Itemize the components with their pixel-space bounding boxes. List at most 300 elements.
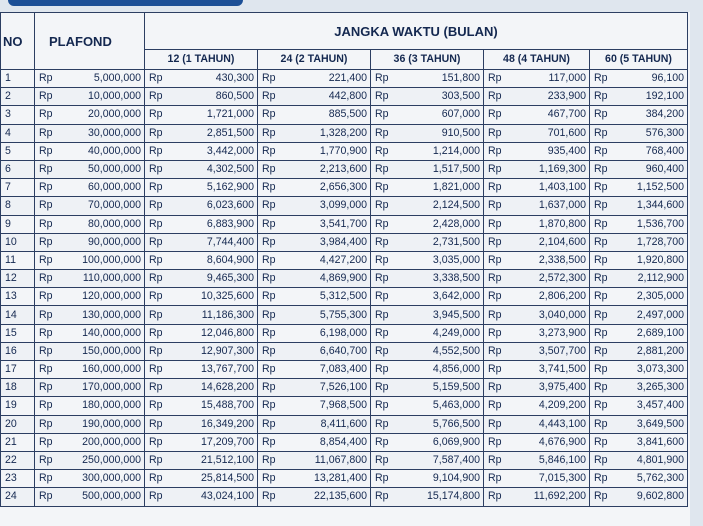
- cell-term-60: [590, 179, 688, 197]
- plafond-amount: 170,000,000: [82, 381, 141, 394]
- table-row: [1, 342, 688, 360]
- currency-label: Rp: [375, 399, 389, 412]
- currency-label: Rp: [262, 454, 276, 467]
- currency-label: Rp: [375, 253, 389, 266]
- installment-amount: 4,427,200: [319, 253, 367, 266]
- currency-label: Rp: [262, 290, 276, 303]
- table-row: [1, 197, 688, 215]
- installment-amount: 1,870,800: [538, 217, 586, 230]
- currency-label: Rp: [262, 253, 276, 266]
- currency-label: Rp: [594, 435, 608, 448]
- currency-label: Rp: [39, 490, 53, 503]
- installment-amount: 7,015,300: [538, 472, 586, 485]
- cell-term-48: [484, 397, 590, 415]
- header-banner-edge: [8, 0, 243, 6]
- currency-label: Rp: [149, 272, 163, 285]
- currency-label: Rp: [262, 199, 276, 212]
- installment-amount: 3,457,400: [636, 399, 684, 412]
- currency-label: Rp: [149, 126, 163, 139]
- currency-label: Rp: [375, 181, 389, 194]
- cell-plafond: [35, 397, 145, 415]
- cell-plafond: [35, 342, 145, 360]
- cell-term-48: [484, 215, 590, 233]
- cell-plafond: [35, 251, 145, 269]
- cell-term-60: [590, 197, 688, 215]
- cell-plafond: [35, 215, 145, 233]
- installment-amount: 5,463,000: [432, 399, 480, 412]
- currency-label: Rp: [39, 108, 53, 121]
- cell-plafond: [35, 270, 145, 288]
- cell-plafond: [35, 361, 145, 379]
- installment-amount: 4,443,100: [538, 417, 586, 430]
- installment-amount: 3,442,000: [206, 144, 254, 157]
- plafond-amount: 10,000,000: [87, 90, 141, 103]
- plafond-amount: 110,000,000: [82, 272, 141, 285]
- table-row: [1, 488, 688, 506]
- currency-label: Rp: [149, 72, 163, 85]
- installment-amount: 7,744,400: [206, 235, 254, 248]
- column-header-term-36: 36 (3 TAHUN): [371, 50, 484, 70]
- currency-label: Rp: [375, 454, 389, 467]
- cell-plafond: [35, 179, 145, 197]
- currency-label: Rp: [594, 417, 608, 430]
- table-row: [1, 70, 688, 88]
- currency-label: Rp: [149, 235, 163, 248]
- currency-label: Rp: [594, 235, 608, 248]
- plafond-amount: 200,000,000: [82, 435, 141, 448]
- currency-label: Rp: [262, 435, 276, 448]
- installment-amount: 2,104,600: [538, 235, 586, 248]
- cell-term-48: [484, 270, 590, 288]
- cell-term-36: [371, 288, 484, 306]
- installment-table: [0, 12, 688, 507]
- cell-term-24: [258, 197, 371, 215]
- cell-term-24: [258, 324, 371, 342]
- cell-term-12: [145, 306, 258, 324]
- installment-amount: 2,213,600: [319, 163, 367, 176]
- cell-plafond: [35, 197, 145, 215]
- row-number: 8: [1, 197, 35, 215]
- installment-amount: 2,806,200: [538, 290, 586, 303]
- installment-amount: 15,488,700: [200, 399, 254, 412]
- installment-amount: 17,209,700: [200, 435, 254, 448]
- currency-label: Rp: [39, 72, 53, 85]
- installment-amount: 6,883,900: [206, 217, 254, 230]
- installment-amount: 1,637,000: [538, 199, 586, 212]
- cell-plafond: [35, 70, 145, 88]
- plafond-amount: 100,000,000: [82, 253, 141, 266]
- currency-label: Rp: [488, 163, 502, 176]
- currency-label: Rp: [594, 472, 608, 485]
- currency-label: Rp: [39, 144, 53, 157]
- currency-label: Rp: [488, 217, 502, 230]
- cell-term-12: [145, 361, 258, 379]
- plafond-amount: 5,000,000: [93, 72, 141, 85]
- currency-label: Rp: [262, 163, 276, 176]
- installment-amount: 9,104,900: [432, 472, 480, 485]
- cell-term-36: [371, 160, 484, 178]
- currency-label: Rp: [39, 472, 53, 485]
- plafond-amount: 150,000,000: [82, 344, 141, 357]
- cell-term-36: [371, 342, 484, 360]
- currency-label: Rp: [262, 181, 276, 194]
- cell-term-48: [484, 70, 590, 88]
- cell-term-12: [145, 433, 258, 451]
- cell-term-24: [258, 215, 371, 233]
- installment-amount: 4,856,000: [432, 363, 480, 376]
- cell-term-60: [590, 142, 688, 160]
- cell-term-60: [590, 397, 688, 415]
- table-row: [1, 324, 688, 342]
- installment-amount: 96,100: [651, 72, 684, 85]
- cell-term-12: [145, 160, 258, 178]
- installment-amount: 6,069,900: [432, 435, 480, 448]
- table-row: [1, 379, 688, 397]
- installment-amount: 3,040,000: [538, 308, 586, 321]
- currency-label: Rp: [488, 326, 502, 339]
- table-row: [1, 215, 688, 233]
- currency-label: Rp: [39, 435, 53, 448]
- installment-amount: 9,602,800: [636, 490, 684, 503]
- currency-label: Rp: [488, 417, 502, 430]
- currency-label: Rp: [488, 381, 502, 394]
- installment-amount: 16,349,200: [200, 417, 254, 430]
- cell-term-12: [145, 88, 258, 106]
- cell-term-24: [258, 270, 371, 288]
- installment-amount: 192,100: [645, 90, 684, 103]
- table-row: [1, 251, 688, 269]
- currency-label: Rp: [149, 417, 163, 430]
- cell-term-24: [258, 361, 371, 379]
- installment-amount: 13,281,400: [313, 472, 367, 485]
- installment-amount: 2,689,100: [636, 326, 684, 339]
- cell-term-36: [371, 324, 484, 342]
- plafond-amount: 300,000,000: [82, 472, 141, 485]
- installment-amount: 3,975,400: [538, 381, 586, 394]
- cell-plafond: [35, 160, 145, 178]
- cell-term-24: [258, 179, 371, 197]
- installment-amount: 442,800: [328, 90, 367, 103]
- row-number: 1: [1, 70, 35, 88]
- currency-label: Rp: [262, 217, 276, 230]
- installment-amount: 935,400: [547, 144, 586, 157]
- currency-label: Rp: [594, 108, 608, 121]
- installment-amount: 4,209,200: [538, 399, 586, 412]
- cell-term-48: [484, 415, 590, 433]
- cell-term-12: [145, 288, 258, 306]
- currency-label: Rp: [488, 435, 502, 448]
- table-row: [1, 233, 688, 251]
- column-header-plafond: PLAFOND: [35, 13, 145, 70]
- cell-term-60: [590, 288, 688, 306]
- cell-term-48: [484, 106, 590, 124]
- cell-term-12: [145, 215, 258, 233]
- plafond-amount: 50,000,000: [87, 163, 141, 176]
- header-row: [1, 13, 688, 50]
- cell-term-24: [258, 233, 371, 251]
- currency-label: Rp: [39, 181, 53, 194]
- cell-term-36: [371, 270, 484, 288]
- cell-term-36: [371, 70, 484, 88]
- plafond-amount: 120,000,000: [82, 290, 141, 303]
- cell-term-48: [484, 488, 590, 506]
- column-header-term-60: 60 (5 TAHUN): [590, 50, 688, 70]
- column-header-no: NO: [1, 13, 35, 70]
- currency-label: Rp: [262, 308, 276, 321]
- cell-term-48: [484, 251, 590, 269]
- currency-label: Rp: [149, 363, 163, 376]
- currency-label: Rp: [262, 363, 276, 376]
- currency-label: Rp: [594, 490, 608, 503]
- installment-amount: 3,265,300: [636, 381, 684, 394]
- currency-label: Rp: [149, 381, 163, 394]
- row-number: 5: [1, 142, 35, 160]
- currency-label: Rp: [594, 217, 608, 230]
- currency-label: Rp: [39, 326, 53, 339]
- installment-amount: 4,801,900: [636, 454, 684, 467]
- currency-label: Rp: [594, 454, 608, 467]
- currency-label: Rp: [375, 126, 389, 139]
- column-group-term: JANGKA WAKTU (BULAN): [145, 13, 688, 50]
- cell-term-60: [590, 415, 688, 433]
- table-row: [1, 415, 688, 433]
- plafond-amount: 130,000,000: [82, 308, 141, 321]
- cell-plafond: [35, 488, 145, 506]
- currency-label: Rp: [149, 90, 163, 103]
- installment-amount: 6,640,700: [319, 344, 367, 357]
- installment-amount: 3,984,400: [319, 235, 367, 248]
- currency-label: Rp: [262, 272, 276, 285]
- installment-amount: 1,821,000: [432, 181, 480, 194]
- plafond-amount: 30,000,000: [87, 126, 141, 139]
- cell-plafond: [35, 306, 145, 324]
- cell-term-36: [371, 415, 484, 433]
- currency-label: Rp: [149, 108, 163, 121]
- cell-term-60: [590, 233, 688, 251]
- cell-term-36: [371, 215, 484, 233]
- cell-term-12: [145, 70, 258, 88]
- plafond-amount: 70,000,000: [87, 199, 141, 212]
- cell-term-24: [258, 451, 371, 469]
- row-number: 23: [1, 470, 35, 488]
- row-number: 24: [1, 488, 35, 506]
- installment-amount: 5,312,500: [319, 290, 367, 303]
- currency-label: Rp: [39, 399, 53, 412]
- cell-term-48: [484, 160, 590, 178]
- installment-amount: 860,500: [215, 90, 254, 103]
- cell-term-48: [484, 197, 590, 215]
- installment-amount: 5,755,300: [319, 308, 367, 321]
- table-row: [1, 397, 688, 415]
- installment-amount: 8,604,900: [206, 253, 254, 266]
- currency-label: Rp: [488, 454, 502, 467]
- row-number: 3: [1, 106, 35, 124]
- currency-label: Rp: [488, 144, 502, 157]
- cell-term-60: [590, 324, 688, 342]
- cell-term-60: [590, 306, 688, 324]
- installment-amount: 221,400: [328, 72, 367, 85]
- cell-term-60: [590, 433, 688, 451]
- installment-amount: 2,305,000: [636, 290, 684, 303]
- cell-term-24: [258, 397, 371, 415]
- installment-amount: 22,135,600: [313, 490, 367, 503]
- currency-label: Rp: [375, 90, 389, 103]
- cell-term-48: [484, 470, 590, 488]
- currency-label: Rp: [375, 435, 389, 448]
- cell-term-48: [484, 433, 590, 451]
- cell-term-24: [258, 288, 371, 306]
- plafond-amount: 180,000,000: [82, 399, 141, 412]
- currency-label: Rp: [594, 399, 608, 412]
- installment-amount: 960,400: [645, 163, 684, 176]
- cell-term-36: [371, 88, 484, 106]
- installment-amount: 4,552,500: [432, 344, 480, 357]
- installment-amount: 467,700: [547, 108, 586, 121]
- currency-label: Rp: [594, 326, 608, 339]
- currency-label: Rp: [488, 181, 502, 194]
- installment-amount: 43,024,100: [200, 490, 254, 503]
- cell-term-36: [371, 197, 484, 215]
- cell-term-60: [590, 106, 688, 124]
- plafond-amount: 250,000,000: [82, 454, 141, 467]
- currency-label: Rp: [39, 454, 53, 467]
- row-number: 9: [1, 215, 35, 233]
- currency-label: Rp: [375, 163, 389, 176]
- cell-term-48: [484, 179, 590, 197]
- installment-amount: 3,841,600: [636, 435, 684, 448]
- installment-amount: 1,152,500: [636, 181, 684, 194]
- row-number: 18: [1, 379, 35, 397]
- installment-amount: 2,656,300: [319, 181, 367, 194]
- currency-label: Rp: [149, 144, 163, 157]
- currency-label: Rp: [594, 72, 608, 85]
- currency-label: Rp: [149, 344, 163, 357]
- installment-amount: 5,762,300: [636, 472, 684, 485]
- currency-label: Rp: [488, 253, 502, 266]
- cell-term-24: [258, 379, 371, 397]
- row-number: 21: [1, 433, 35, 451]
- cell-term-24: [258, 470, 371, 488]
- currency-label: Rp: [375, 272, 389, 285]
- cell-term-48: [484, 142, 590, 160]
- cell-term-60: [590, 379, 688, 397]
- cell-term-36: [371, 379, 484, 397]
- installment-amount: 3,642,000: [432, 290, 480, 303]
- currency-label: Rp: [262, 108, 276, 121]
- currency-label: Rp: [39, 381, 53, 394]
- installment-amount: 607,000: [441, 108, 480, 121]
- currency-label: Rp: [39, 272, 53, 285]
- installment-amount: 3,741,500: [538, 363, 586, 376]
- currency-label: Rp: [375, 381, 389, 394]
- row-number: 19: [1, 397, 35, 415]
- currency-label: Rp: [149, 472, 163, 485]
- plafond-amount: 80,000,000: [87, 217, 141, 230]
- cell-term-60: [590, 270, 688, 288]
- installment-amount: 12,907,300: [200, 344, 254, 357]
- currency-label: Rp: [594, 253, 608, 266]
- row-number: 12: [1, 270, 35, 288]
- cell-term-48: [484, 342, 590, 360]
- cell-term-36: [371, 251, 484, 269]
- cell-term-12: [145, 451, 258, 469]
- installment-amount: 7,587,400: [432, 454, 480, 467]
- currency-label: Rp: [594, 126, 608, 139]
- currency-label: Rp: [488, 399, 502, 412]
- currency-label: Rp: [594, 181, 608, 194]
- row-number: 11: [1, 251, 35, 269]
- cell-term-60: [590, 160, 688, 178]
- cell-term-36: [371, 233, 484, 251]
- cell-term-36: [371, 142, 484, 160]
- cell-term-36: [371, 488, 484, 506]
- cell-term-60: [590, 488, 688, 506]
- installment-amount: 1,920,800: [636, 253, 684, 266]
- currency-label: Rp: [262, 126, 276, 139]
- installment-amount: 885,500: [328, 108, 367, 121]
- cell-term-12: [145, 197, 258, 215]
- installment-amount: 5,846,100: [538, 454, 586, 467]
- cell-term-12: [145, 324, 258, 342]
- currency-label: Rp: [594, 90, 608, 103]
- installment-amount: 1,728,700: [636, 235, 684, 248]
- currency-label: Rp: [149, 435, 163, 448]
- currency-label: Rp: [149, 163, 163, 176]
- cell-term-24: [258, 160, 371, 178]
- cell-plafond: [35, 324, 145, 342]
- currency-label: Rp: [39, 217, 53, 230]
- currency-label: Rp: [488, 472, 502, 485]
- cell-term-12: [145, 342, 258, 360]
- cell-term-60: [590, 215, 688, 233]
- table-row: [1, 106, 688, 124]
- installment-amount: 2,428,000: [432, 217, 480, 230]
- installment-amount: 15,174,800: [426, 490, 480, 503]
- installment-amount: 303,500: [441, 90, 480, 103]
- table-row: [1, 288, 688, 306]
- installment-amount: 3,073,300: [636, 363, 684, 376]
- cell-term-24: [258, 124, 371, 142]
- currency-label: Rp: [262, 344, 276, 357]
- installment-amount: 7,968,500: [319, 399, 367, 412]
- plafond-amount: 160,000,000: [82, 363, 141, 376]
- cell-term-24: [258, 488, 371, 506]
- installment-amount: 3,273,900: [538, 326, 586, 339]
- plafond-amount: 90,000,000: [87, 235, 141, 248]
- cell-plafond: [35, 433, 145, 451]
- currency-label: Rp: [375, 72, 389, 85]
- currency-label: Rp: [262, 490, 276, 503]
- cell-term-60: [590, 470, 688, 488]
- installment-amount: 3,541,700: [319, 217, 367, 230]
- table-row: [1, 306, 688, 324]
- installment-amount: 1,328,200: [319, 126, 367, 139]
- currency-label: Rp: [488, 344, 502, 357]
- cell-plafond: [35, 233, 145, 251]
- currency-label: Rp: [149, 308, 163, 321]
- installment-amount: 701,600: [547, 126, 586, 139]
- currency-label: Rp: [39, 290, 53, 303]
- cell-term-36: [371, 470, 484, 488]
- row-number: 7: [1, 179, 35, 197]
- currency-label: Rp: [39, 90, 53, 103]
- installment-amount: 5,162,900: [206, 181, 254, 194]
- cell-term-12: [145, 124, 258, 142]
- cell-term-48: [484, 124, 590, 142]
- currency-label: Rp: [488, 363, 502, 376]
- installment-amount: 4,869,900: [319, 272, 367, 285]
- cell-term-60: [590, 342, 688, 360]
